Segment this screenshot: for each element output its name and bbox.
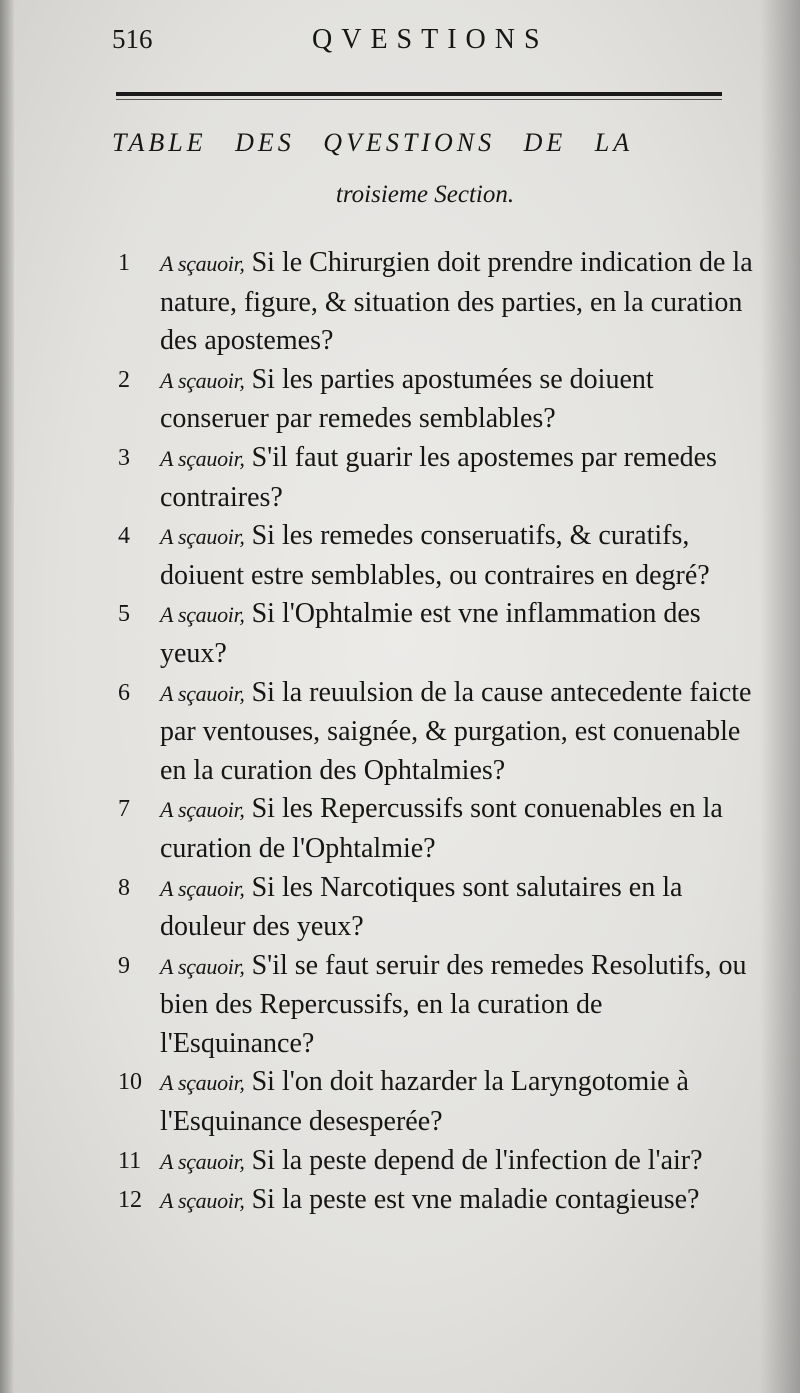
question-lead: A sçauoir,: [160, 797, 245, 823]
question-item: [118, 244, 758, 361]
page-number: 516: [112, 24, 153, 54]
question-number: 7: [118, 796, 130, 823]
question-item: [118, 674, 758, 791]
question-item: [118, 869, 758, 947]
header-rule-thin: [116, 99, 722, 100]
question-text: Si l'Ophtalmie est vne inflammation des yeux?: [160, 598, 701, 669]
question-number: 2: [118, 366, 130, 393]
question-lead: A sçauoir,: [160, 1188, 245, 1214]
question-number: 10: [118, 1069, 142, 1096]
question-number: 8: [118, 874, 130, 901]
question-lead: A sçauoir,: [160, 953, 245, 979]
question-lead: A sçauoir,: [160, 680, 245, 706]
question-text: Si les Narcotiques sont salutaires en la douleur des yeux?: [160, 871, 683, 943]
question-text: Si les remedes conseruatifs, & curatifs, doiuent estre semblables, ou contraires en degré?: [160, 520, 710, 591]
question-number: 9: [118, 952, 130, 979]
question-lead: A sçauoir,: [160, 875, 245, 901]
question-lead: A sçauoir,: [160, 602, 245, 628]
question-lead: A sçauoir,: [160, 445, 245, 471]
header-rule: [116, 92, 722, 96]
question-number: 6: [118, 679, 130, 706]
question-lead: A sçauoir,: [160, 367, 245, 393]
questions-list: [118, 244, 758, 1221]
question-number: 12: [118, 1187, 142, 1214]
question-item: [118, 1063, 758, 1141]
question-item: [118, 595, 758, 673]
question-text: Si les parties apostumées se doiuent conseruer par remedes semblables?: [160, 363, 654, 435]
question-item: [118, 439, 758, 517]
question-lead: A sçauoir,: [160, 524, 245, 550]
question-number: 5: [118, 601, 130, 628]
question-item: [118, 947, 758, 1064]
question-text: Si la reuulsion de la cause antecedente faicte par ventouses, saignée, & purgation, est conuenable en la curation des Ophtalmies?: [160, 676, 752, 786]
question-text: Si la peste est vne maladie contagieuse?: [244, 1184, 700, 1216]
question-lead: A sçauoir,: [160, 1070, 245, 1096]
question-number: 1: [118, 250, 130, 276]
question-text: Si la peste depend de l'infection de l'air?: [244, 1144, 703, 1176]
question-text: Si l'on doit hazarder la Laryngotomie à l'Esquinance desesperée?: [160, 1066, 689, 1138]
section-subtitle: troisieme Section.: [335, 181, 515, 208]
question-text: Si le Chirurgien doit prendre indication de la nature, figure, & situation des parties, en la curation des apostemes?: [160, 247, 753, 357]
question-lead: A sçauoir,: [160, 251, 245, 276]
question-lead: A sçauoir,: [160, 1148, 245, 1174]
question-number: 3: [118, 444, 130, 471]
question-text: S'il faut guarir les apostemes par remedes contraires?: [160, 441, 717, 513]
question-text: Si les Repercussifs sont conuenables en la curation de l'Ophtalmie?: [160, 793, 723, 864]
section-title: TABLE DES QVESTIONS DE LA: [112, 128, 634, 157]
question-item: [118, 361, 758, 439]
running-head: QVESTIONS: [312, 24, 549, 55]
question-number: 4: [118, 523, 130, 550]
question-item: [118, 1181, 758, 1221]
question-item: [118, 1142, 758, 1182]
question-item: [118, 790, 758, 868]
question-number: 11: [118, 1147, 142, 1174]
question-text: S'il se faut seruir des remedes Resolutifs, ou bien des Repercussifs, en la curation de l'Esquinance?: [160, 949, 747, 1059]
question-item: [118, 517, 758, 595]
